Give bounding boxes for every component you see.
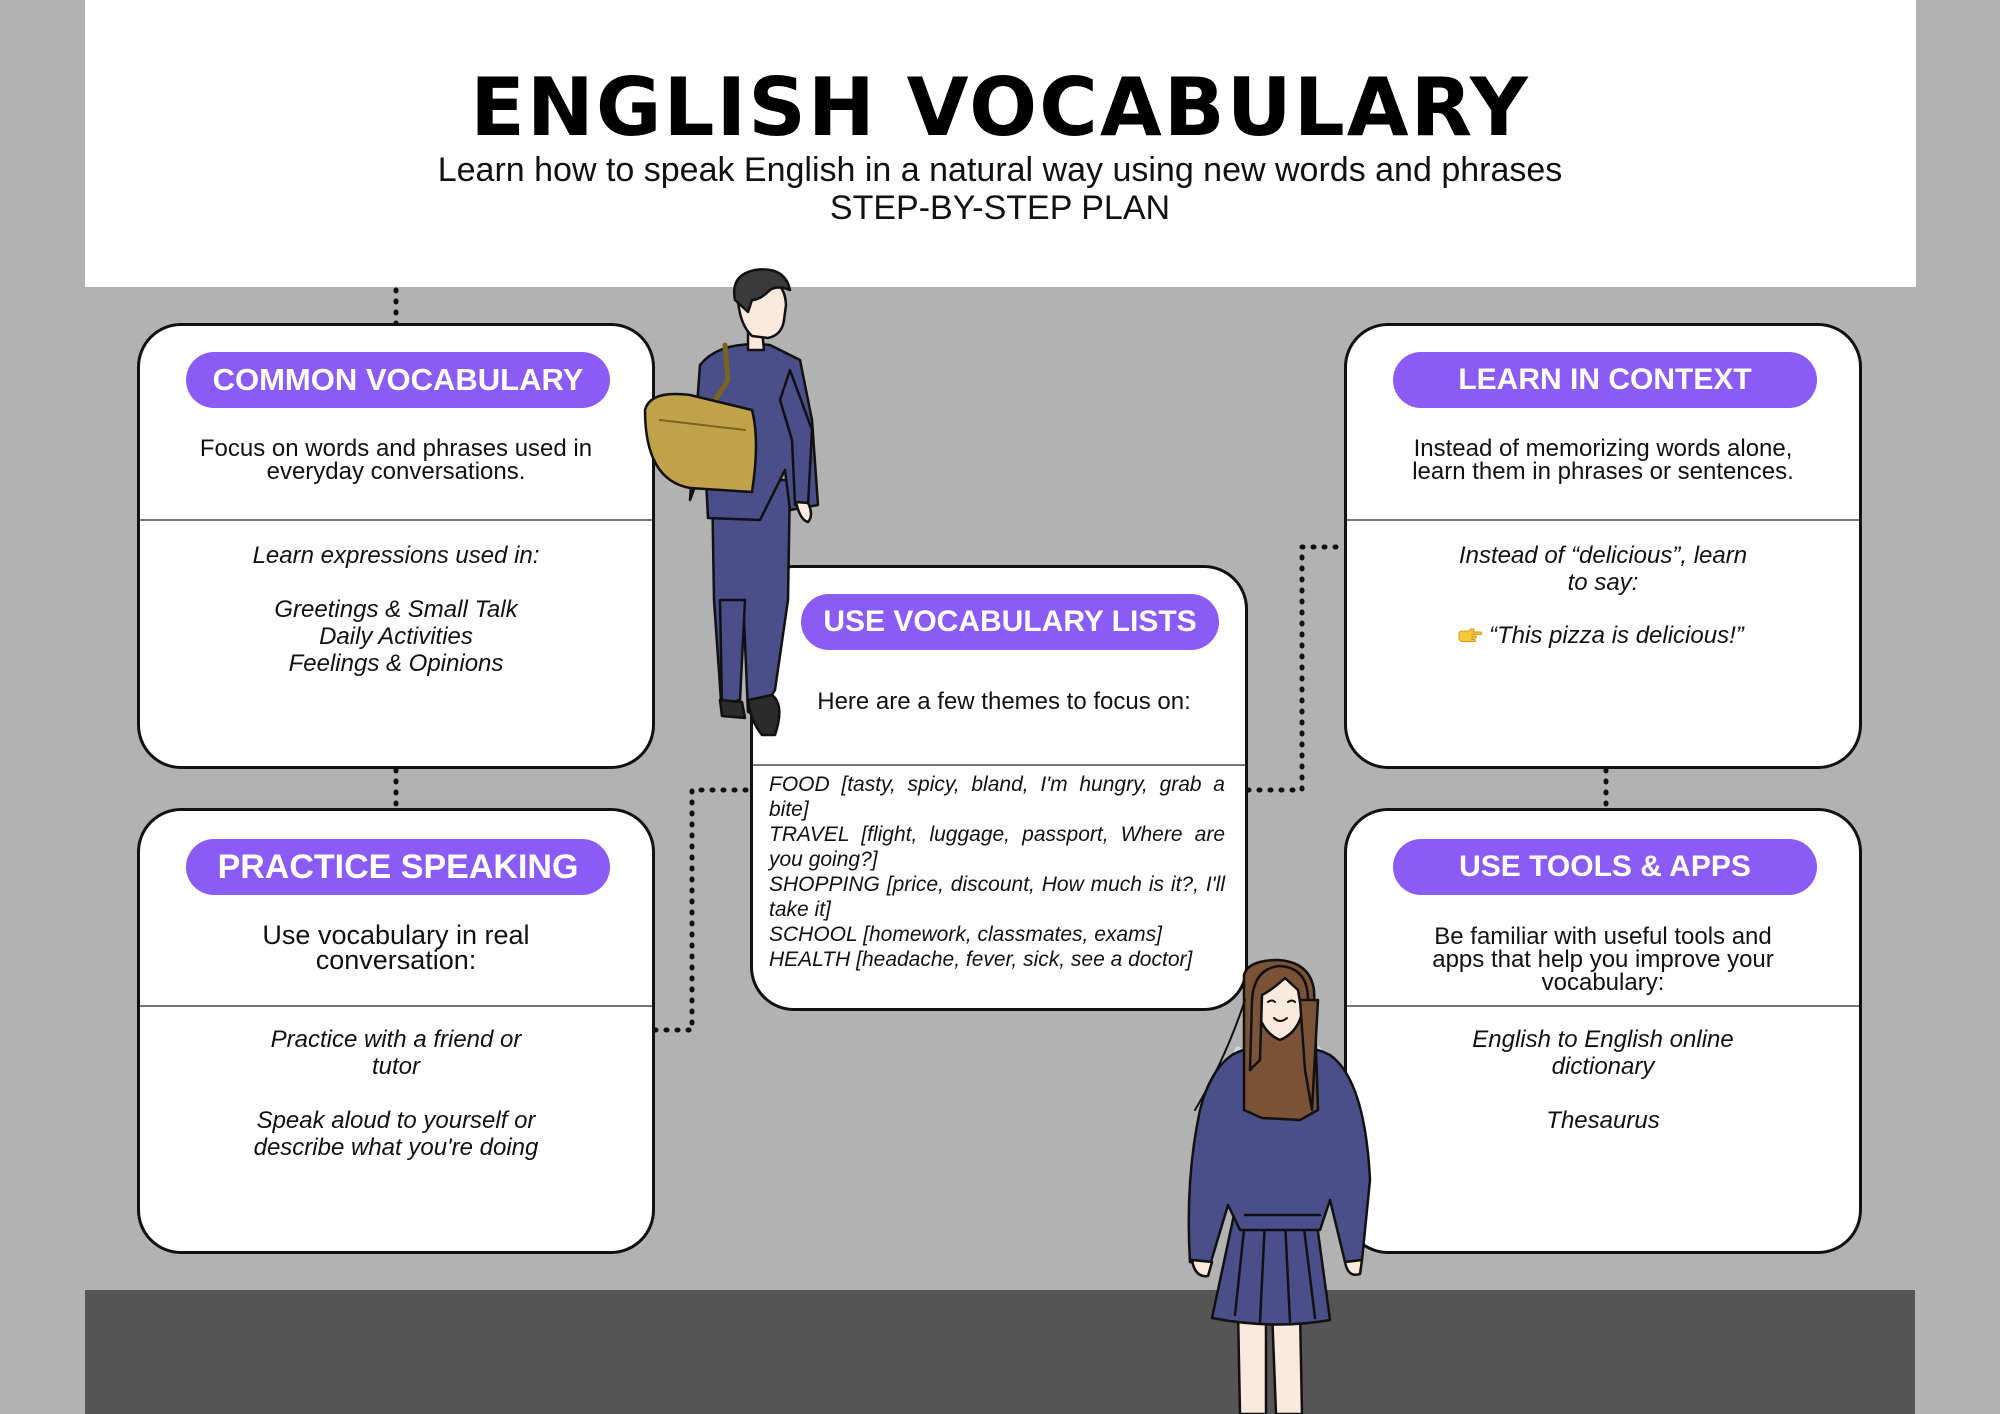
tools-and-apps-description: Be familiar with useful tools and apps that help you improve your vocabulary: bbox=[1432, 923, 1774, 996]
list-item: Thesaurus bbox=[1546, 1107, 1660, 1134]
tools-and-apps-items bbox=[1377, 1026, 1829, 1134]
theme-item: SCHOOL [homework, classmates, exams] bbox=[769, 923, 1162, 946]
card-vocabulary-lists bbox=[750, 565, 1248, 1011]
list-item: Speak aloud to yourself or bbox=[256, 1107, 536, 1134]
learn-in-context-heading: LEARN IN CONTEXT bbox=[1393, 352, 1817, 408]
vocabulary-themes bbox=[769, 772, 1225, 972]
card-divider bbox=[140, 519, 652, 521]
practice-speaking-description: Use vocabulary in real conversation: bbox=[262, 920, 530, 975]
page-subtitle: Learn how to speak English in a natural way using new words and phrases bbox=[437, 151, 1563, 189]
list-item: Practice with a friend or bbox=[270, 1026, 522, 1053]
learn-in-context-description: Instead of memorizing words alone, learn them in phrases or sentences. bbox=[1412, 435, 1794, 485]
vocabulary-lists-description: Here are a few themes to focus on: bbox=[817, 688, 1191, 715]
connector-practice-to-lists bbox=[655, 790, 750, 1030]
list-item: Daily Activities bbox=[319, 623, 473, 650]
theme-item: TRAVEL [flight, luggage, passport, Where are you going?] bbox=[769, 823, 1225, 871]
card-tools-and-apps bbox=[1344, 808, 1862, 1254]
learn-in-context-example-intro: Instead of “delicious”, learn to say: bbox=[1458, 542, 1748, 596]
list-item: describe what you're doing bbox=[253, 1134, 539, 1161]
card-practice-speaking bbox=[137, 808, 655, 1254]
list-item: Greetings & Small Talk bbox=[274, 596, 518, 623]
common-vocabulary-items bbox=[170, 596, 622, 677]
plan-label: STEP-BY-STEP PLAN bbox=[829, 189, 1171, 227]
page-title: ENGLISH VOCABULARY bbox=[470, 61, 1530, 154]
list-item: Feelings & Opinions bbox=[288, 650, 504, 677]
common-vocabulary-heading: COMMON VOCABULARY bbox=[186, 352, 610, 408]
common-vocabulary-intro: Learn expressions used in: bbox=[252, 542, 540, 569]
list-item: dictionary bbox=[1551, 1053, 1655, 1080]
card-common-vocabulary bbox=[137, 323, 655, 769]
list-item: tutor bbox=[371, 1053, 421, 1080]
theme-item: FOOD [tasty, spicy, bland, I'm hungry, grab a bite] bbox=[769, 773, 1225, 821]
pointing-hand-icon bbox=[1457, 627, 1483, 645]
practice-speaking-heading: PRACTICE SPEAKING bbox=[186, 839, 610, 895]
theme-item: HEALTH [headache, fever, sick, see a doctor] bbox=[769, 948, 1193, 971]
card-divider bbox=[753, 764, 1245, 766]
theme-item: SHOPPING [price, discount, How much is it?, I'll take it] bbox=[769, 873, 1225, 921]
card-learn-in-context bbox=[1344, 323, 1862, 769]
card-divider bbox=[1347, 519, 1859, 521]
card-divider bbox=[1347, 1005, 1859, 1007]
card-divider bbox=[140, 1005, 652, 1007]
connector-lists-to-context bbox=[1248, 547, 1344, 790]
vocabulary-lists-heading: USE VOCABULARY LISTS bbox=[801, 594, 1219, 650]
list-item: English to English online bbox=[1472, 1026, 1734, 1053]
practice-speaking-items bbox=[170, 1026, 622, 1161]
common-vocabulary-description: Focus on words and phrases used in everyday conversations. bbox=[199, 435, 593, 485]
learn-in-context-example: “This pizza is delicious!” bbox=[1457, 622, 1799, 649]
tools-and-apps-heading: USE TOOLS & APPS bbox=[1393, 839, 1817, 895]
